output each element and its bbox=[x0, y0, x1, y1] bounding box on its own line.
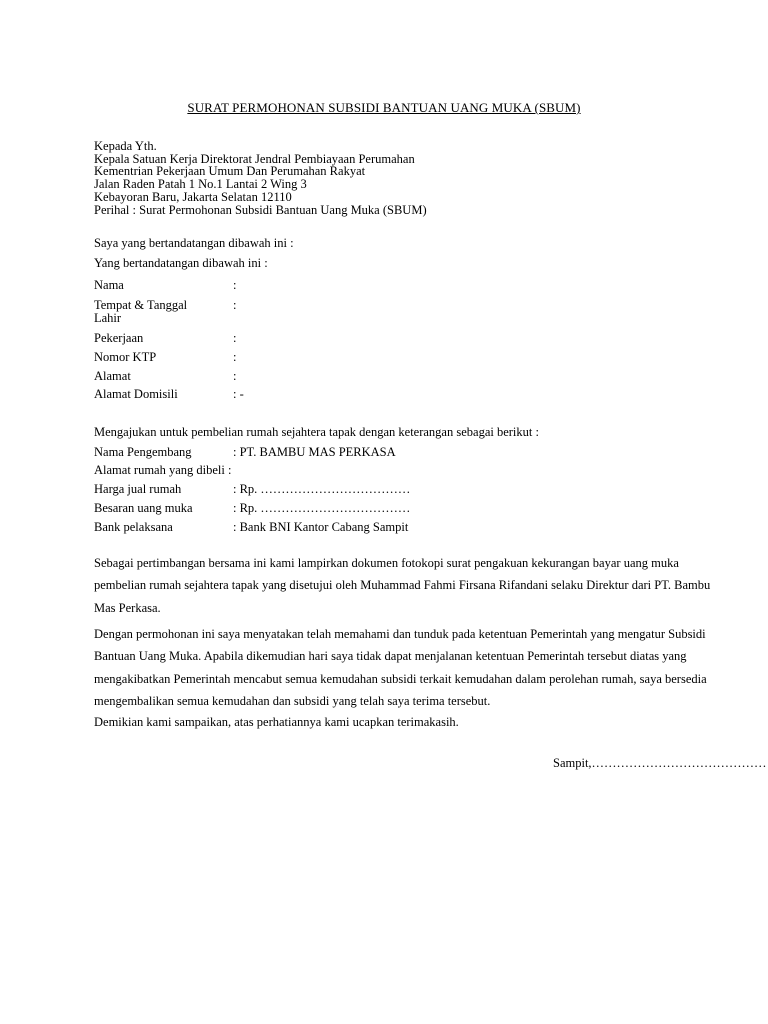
field-value-pengembang: : PT. BAMBU MAS PERKASA bbox=[233, 445, 396, 459]
field-label-uang-muka: Besaran uang muka bbox=[94, 501, 193, 515]
field-value-ktp: : bbox=[233, 350, 237, 364]
field-label-ttl: Tempat & Tanggal bbox=[94, 298, 188, 312]
field-label-nama: Nama bbox=[94, 278, 124, 292]
paragraph-attachment: Sebagai pertimbangan bersama ini kami lampirkan dokumen fotokopi surat pengakuan kekurangan bayar uang muka pembelian rumah sejahtera tapak yang disetujui oleh Muhammad Fahmi Firsana Rifandani selaku Direktur dari PT. Bambu Mas Perkasa. bbox=[94, 556, 711, 615]
field-label-ttl-2: Lahir bbox=[94, 311, 122, 325]
field-label-pengembang: Nama Pengembang bbox=[94, 445, 192, 459]
field-label-alamat: Alamat bbox=[94, 369, 131, 383]
field-value-uang-muka: : Rp. ……………………………… bbox=[233, 501, 411, 515]
recipient-line: Kepada Yth. bbox=[94, 139, 157, 153]
intro-line-2: Yang bertandatangan dibawah ini : bbox=[94, 256, 268, 270]
field-label-alamat-rumah: Alamat rumah yang dibeli : bbox=[94, 463, 232, 477]
field-value-nama: : bbox=[233, 278, 237, 292]
signature-place-date: Sampit,…………………………………… bbox=[553, 756, 767, 770]
recipient-line: Jalan Raden Patah 1 No.1 Lantai 2 Wing 3 bbox=[94, 177, 307, 192]
letter-title: SURAT PERMOHONAN SUBSIDI BANTUAN UANG MUKA (SBUM) bbox=[187, 100, 581, 115]
recipient-line: Kementrian Pekerjaan Umum Dan Perumahan Rakyat bbox=[94, 164, 366, 179]
field-value-domisili: : - bbox=[233, 387, 244, 401]
field-label-bank: Bank pelaksana bbox=[94, 520, 173, 534]
paragraph-statement: Dengan permohonan ini saya menyatakan telah memahami dan tunduk pada ketentuan Pemerintah yang mengatur Subsidi Bantuan Uang Muka. Apabila dikemudian hari saya tidak dapat menjalanan ketentuan Pemerintah tersebut diatas yang mengakibatkan Pemerintah mencabut semua kemudahan subsidi terkait kemudahan dalam perolehan rumah, saya bersedia mengembalikan semua kemudahan dan subsidi yang telah saya terima tersebut. bbox=[94, 627, 707, 708]
field-label-domisili: Alamat Domisili bbox=[94, 387, 178, 401]
intro-line-1: Saya yang bertandatangan dibawah ini : bbox=[94, 236, 294, 250]
field-label-ktp: Nomor KTP bbox=[94, 350, 157, 364]
field-label-pekerjaan: Pekerjaan bbox=[94, 331, 144, 345]
recipient-block bbox=[94, 140, 427, 216]
field-value-bank: : Bank BNI Kantor Cabang Sampit bbox=[233, 520, 409, 534]
recipient-line: Kepala Satuan Kerja Direktorat Jendral Pembiayaan Perumahan bbox=[94, 151, 415, 166]
request-intro: Mengajukan untuk pembelian rumah sejahtera tapak dengan keterangan sebagai berikut : bbox=[94, 425, 539, 439]
field-value-harga: : Rp. ……………………………… bbox=[233, 482, 411, 496]
field-value-ttl: : bbox=[233, 298, 237, 312]
field-label-harga: Harga jual rumah bbox=[94, 482, 182, 496]
recipient-line: Kebayoran Baru, Jakarta Selatan 12110 bbox=[94, 189, 292, 204]
field-value-pekerjaan: : bbox=[233, 331, 237, 345]
subject-line: Perihal : Surat Permohonan Subsidi Bantuan Uang Muka (SBUM) bbox=[94, 202, 427, 217]
paragraph-closing: Demikian kami sampaikan, atas perhatiannya kami ucapkan terimakasih. bbox=[94, 715, 459, 729]
field-value-alamat: : bbox=[233, 369, 237, 383]
